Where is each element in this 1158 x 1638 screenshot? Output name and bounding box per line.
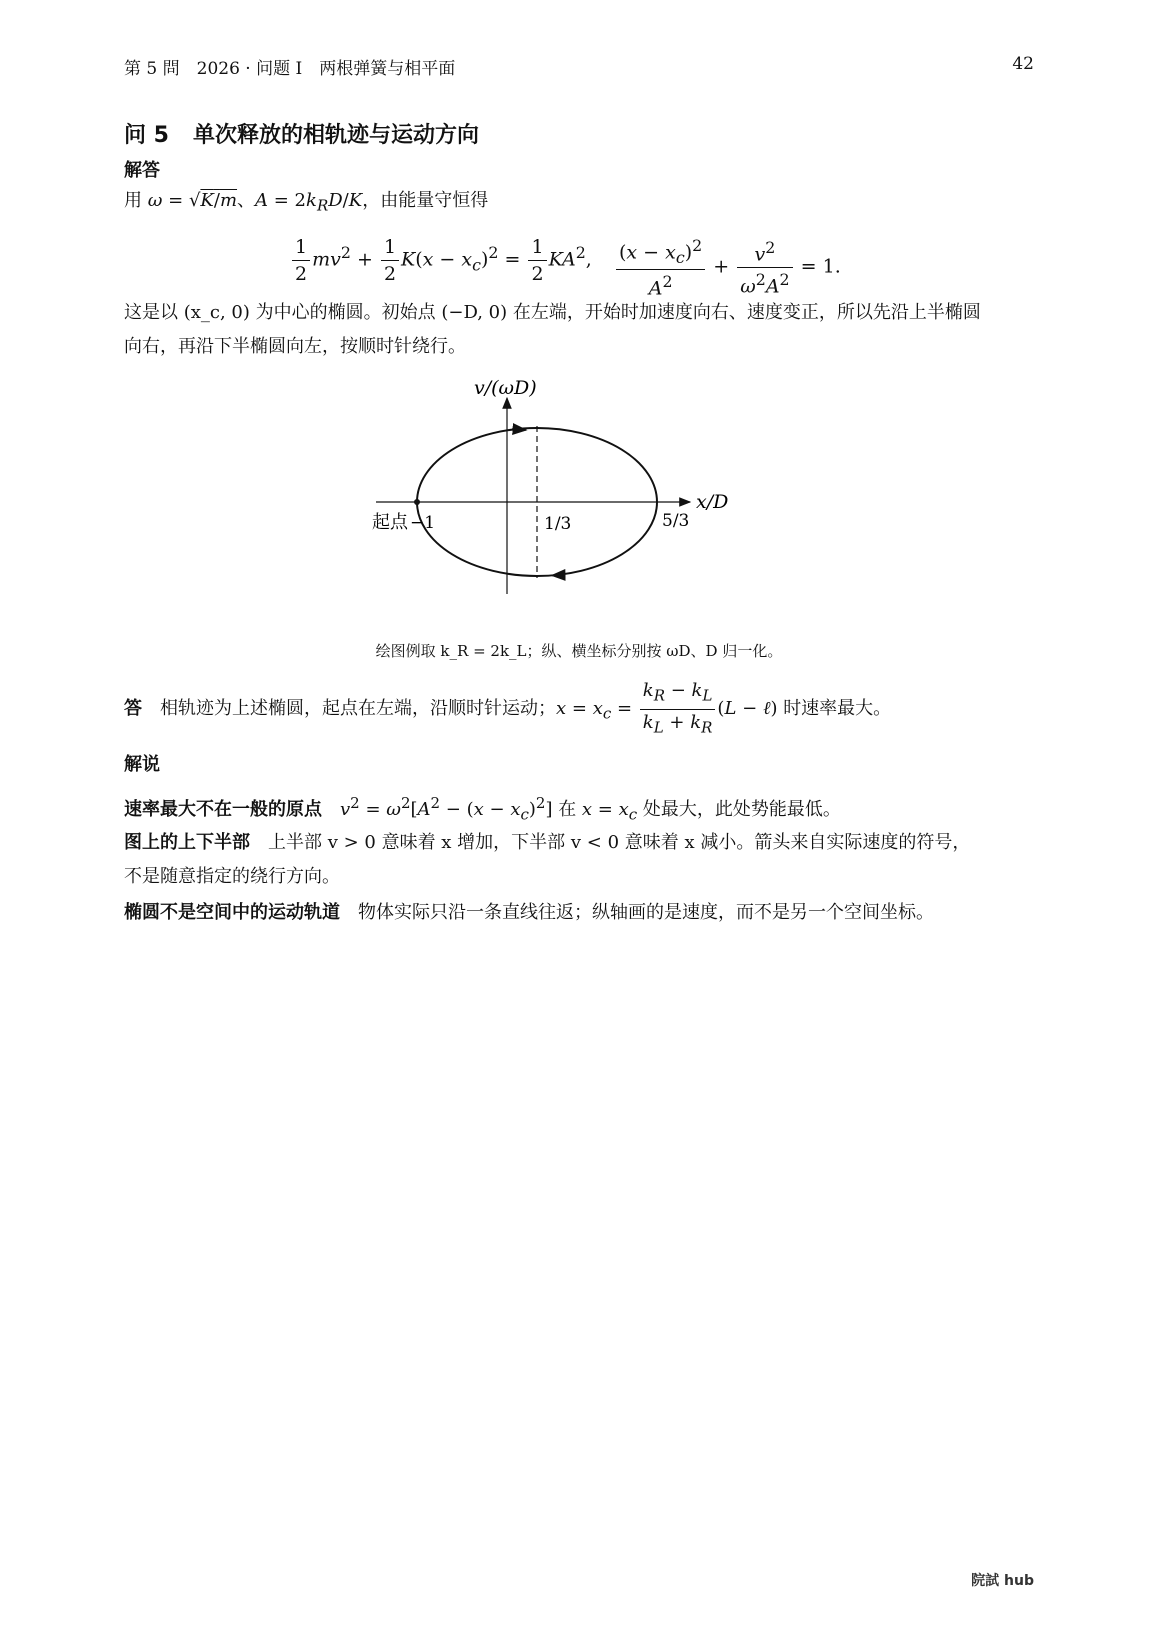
intro-suffix: ，由能量守恒得: [362, 190, 489, 211]
answer-paragraph: 答 相轨迹为上述椭圆，起点在左端，沿顺时针运动；$x = x_c$ = $\frac{k_R - k_L}{k_L + k_R}$ (L − ℓ) 时速率最大。: [124, 680, 892, 737]
section-title: [124, 118, 479, 149]
page-number: 42: [1012, 54, 1034, 74]
page-header: [124, 54, 1034, 82]
note-text-line-2: 不是随意指定的绕行方向。: [124, 866, 340, 887]
note-speed-max: 速率最大不在一般的原点 $v^2 = \omega^2[A^2 - (x - x_c)^2]$ 在 $x = x_c$ 处最大，此处势能最低。: [124, 794, 841, 824]
intro-separator: 、: [237, 190, 256, 211]
y-axis-label: v/(ωD): [474, 377, 537, 399]
note-text-line-1: 上半部 v > 0 意味着 x 增加，下半部 v < 0 意味着 x 减小。箭头来自实际速度的符号，: [268, 832, 971, 853]
note-upper-lower-halves: [124, 826, 1034, 894]
answer-label: 答: [124, 698, 142, 720]
description-line-2: 向右，再沿下半椭圆向左，按顺时针绕行。: [124, 336, 466, 357]
footer-brand: 院試 hub: [971, 1573, 1034, 1589]
answer-text-after: 时速率最大。: [783, 698, 892, 720]
start-point: [414, 499, 420, 505]
bottom-arrow: [552, 575, 565, 576]
intro-paragraph: 用 ω = √K/m、$A = 2k_RD/K$，由能量守恒得: [124, 190, 489, 215]
start-label: 起点: [372, 512, 408, 533]
top-arrow: [512, 429, 526, 430]
figure-caption: 绘图例取 k_R = 2k_L；纵、横坐标分别按 ωD、D 归一化。: [375, 642, 783, 660]
note-text: 处最大，此处势能最低。: [637, 799, 841, 820]
note-title: 图上的上下半部: [124, 832, 250, 853]
tick-label-one-third: 1/3: [544, 514, 572, 534]
energy-equation: $\frac{1}{2}$ $mv^2$ + $\frac{1}{2}$ $K(x - x_c)^2$ = $\frac{1}{2}$ $KA^2$,: [290, 236, 592, 285]
answer-text-before: 相轨迹为上述椭圆，起点在左端，沿顺时针运动；: [160, 698, 556, 720]
section-heading: 单次释放的相轨迹与运动方向: [192, 123, 479, 148]
x-axis-label: x/D: [696, 491, 729, 513]
note-text: 物体实际只沿一条直线往返；纵轴画的是速度，而不是另一个空间坐标。: [358, 902, 934, 923]
solution-label: 解答: [124, 160, 160, 181]
section-number: 问 5: [124, 123, 169, 148]
description-line-1: 这是以 (x_c, 0) 为中心的椭圆。初始点 (−D, 0) 在左端，开始时加速度向右、速度变正，所以先沿上半椭圆: [124, 302, 981, 323]
tick-label-five-thirds: 5/3: [662, 511, 690, 531]
note-not-spatial-orbit: [124, 896, 1034, 930]
note-title: 速率最大不在一般的原点: [124, 799, 322, 820]
running-head: 第 5 問 2026 · 问题 I 两根弹簧与相平面: [124, 59, 456, 79]
tick-label-minus-one: −1: [410, 513, 436, 533]
intro-prefix: 用: [124, 190, 148, 211]
description-paragraph: [124, 296, 1034, 364]
explanation-label: 解说: [124, 754, 160, 775]
note-title: 椭圆不是空间中的运动轨道: [124, 902, 340, 923]
phase-portrait-figure: [360, 368, 780, 608]
ellipse-equation: $\frac{(x - x_c)^2}{A^2}$ + $\frac{v^2}{\omega^2A^2}$ = 1.: [614, 236, 841, 299]
